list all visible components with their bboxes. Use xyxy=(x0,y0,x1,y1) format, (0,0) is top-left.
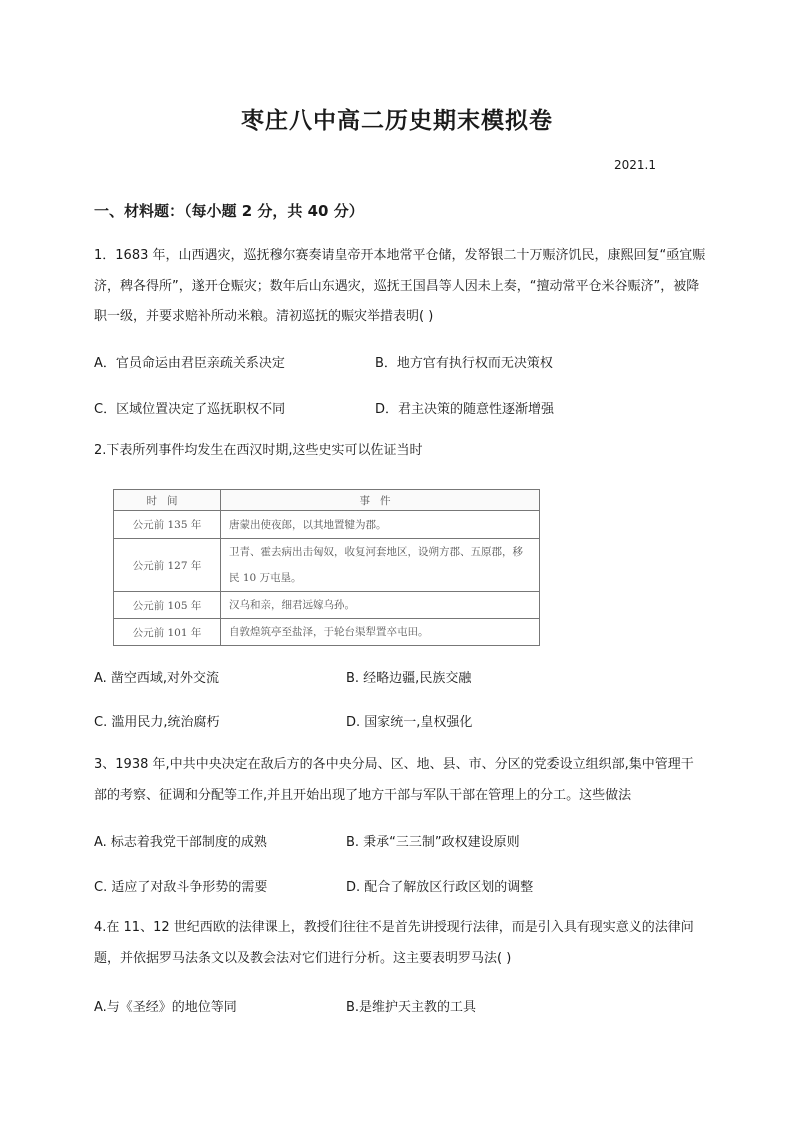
question-2-option-d: D. 国家统一,皇权强化 xyxy=(346,715,473,730)
question-2-text: 2.下表所列事件均发生在西汉时期,这些史实可以佐证当时 xyxy=(94,443,423,458)
question-1-option-c: C．区域位置决定了巡抚职权不同 xyxy=(94,402,286,417)
question-2-option-a: A. 凿空西域,对外交流 xyxy=(94,671,220,686)
section-heading: 一、材料题：（每小题 2 分，共 40 分） xyxy=(94,202,364,220)
question-2-option-c: C. 滥用民力,统治腐朽 xyxy=(94,715,220,730)
table-cell-event: 卫青、霍去病出击匈奴，收复河套地区，设朔方郡、五原郡，移民 10 万屯垦。 xyxy=(221,539,540,592)
question-2-option-b: B. 经略边疆,民族交融 xyxy=(346,671,472,686)
question-1-option-b: B．地方官有执行权而无决策权 xyxy=(375,356,553,371)
event-table xyxy=(113,489,540,646)
question-4-option-a: A.与《圣经》的地位等同 xyxy=(94,1000,237,1015)
table-header-time: 时间 xyxy=(114,490,221,511)
table-row xyxy=(114,592,540,619)
table-cell-event: 自敦煌筑亭至盐泽，于轮台渠犁置卒屯田。 xyxy=(221,619,540,646)
question-3-option-a: A. 标志着我党干部制度的成熟 xyxy=(94,835,267,850)
question-4-option-b: B.是维护天主教的工具 xyxy=(346,1000,477,1015)
table-row xyxy=(114,619,540,646)
question-3-option-d: D. 配合了解放区行政区划的调整 xyxy=(346,880,534,895)
table-cell-time: 公元前 127 年 xyxy=(114,539,221,592)
table-cell-event: 唐蒙出使夜郎，以其地置犍为郡。 xyxy=(221,511,540,539)
table-header-row xyxy=(114,490,540,511)
question-3-option-b: B. 秉承“三三制”政权建设原则 xyxy=(346,835,520,850)
table-row xyxy=(114,539,540,592)
table-cell-event: 汉乌和亲，细君远嫁乌孙。 xyxy=(221,592,540,619)
table-cell-time: 公元前 135 年 xyxy=(114,511,221,539)
question-1-option-a: A．官员命运由君臣亲疏关系决定 xyxy=(94,356,285,371)
question-3-text: 3、1938 年,中共中央决定在敌后方的各中央分局、区、地、县、市、分区的党委设立组织部,集中管理干部的考察、征调和分配等工作,并且开始出现了地方干部与军队干部在管理上的分工。这些做法 xyxy=(94,757,694,803)
exam-date: 2021.1 xyxy=(614,158,656,172)
table-cell-time: 公元前 101 年 xyxy=(114,619,221,646)
question-3-option-c: C. 适应了对敌斗争形势的需要 xyxy=(94,880,268,895)
question-1-option-d: D．君主决策的随意性逐渐增强 xyxy=(375,402,555,417)
question-1-text: 1．1683 年，山西遇灾，巡抚穆尔赛奏请皇帝开本地常平仓储，发帑银二十万赈济饥民，康熙回复“亟宜赈济，稗各得所”，遂开仓赈灾；数年后山东遇灾，巡抚王国昌等人因未上奏，“擅动常平仓米谷赈济”，被降职一级，并要求赔补所动米粮。清初巡抚的赈灾举措表明( ) xyxy=(94,248,706,324)
question-4-text: 4.在 11、12 世纪西欧的法律课上，教授们往往不是首先讲授现行法律，而是引入具有现实意义的法律问题，并依据罗马法条文以及教会法对它们进行分析。这主要表明罗马法( ) xyxy=(94,920,694,966)
table-cell-time: 公元前 105 年 xyxy=(114,592,221,619)
page-title: 枣庄八中高二历史期末模拟卷 xyxy=(241,108,553,134)
table-row xyxy=(114,511,540,539)
table-header-event: 事件 xyxy=(221,490,540,511)
